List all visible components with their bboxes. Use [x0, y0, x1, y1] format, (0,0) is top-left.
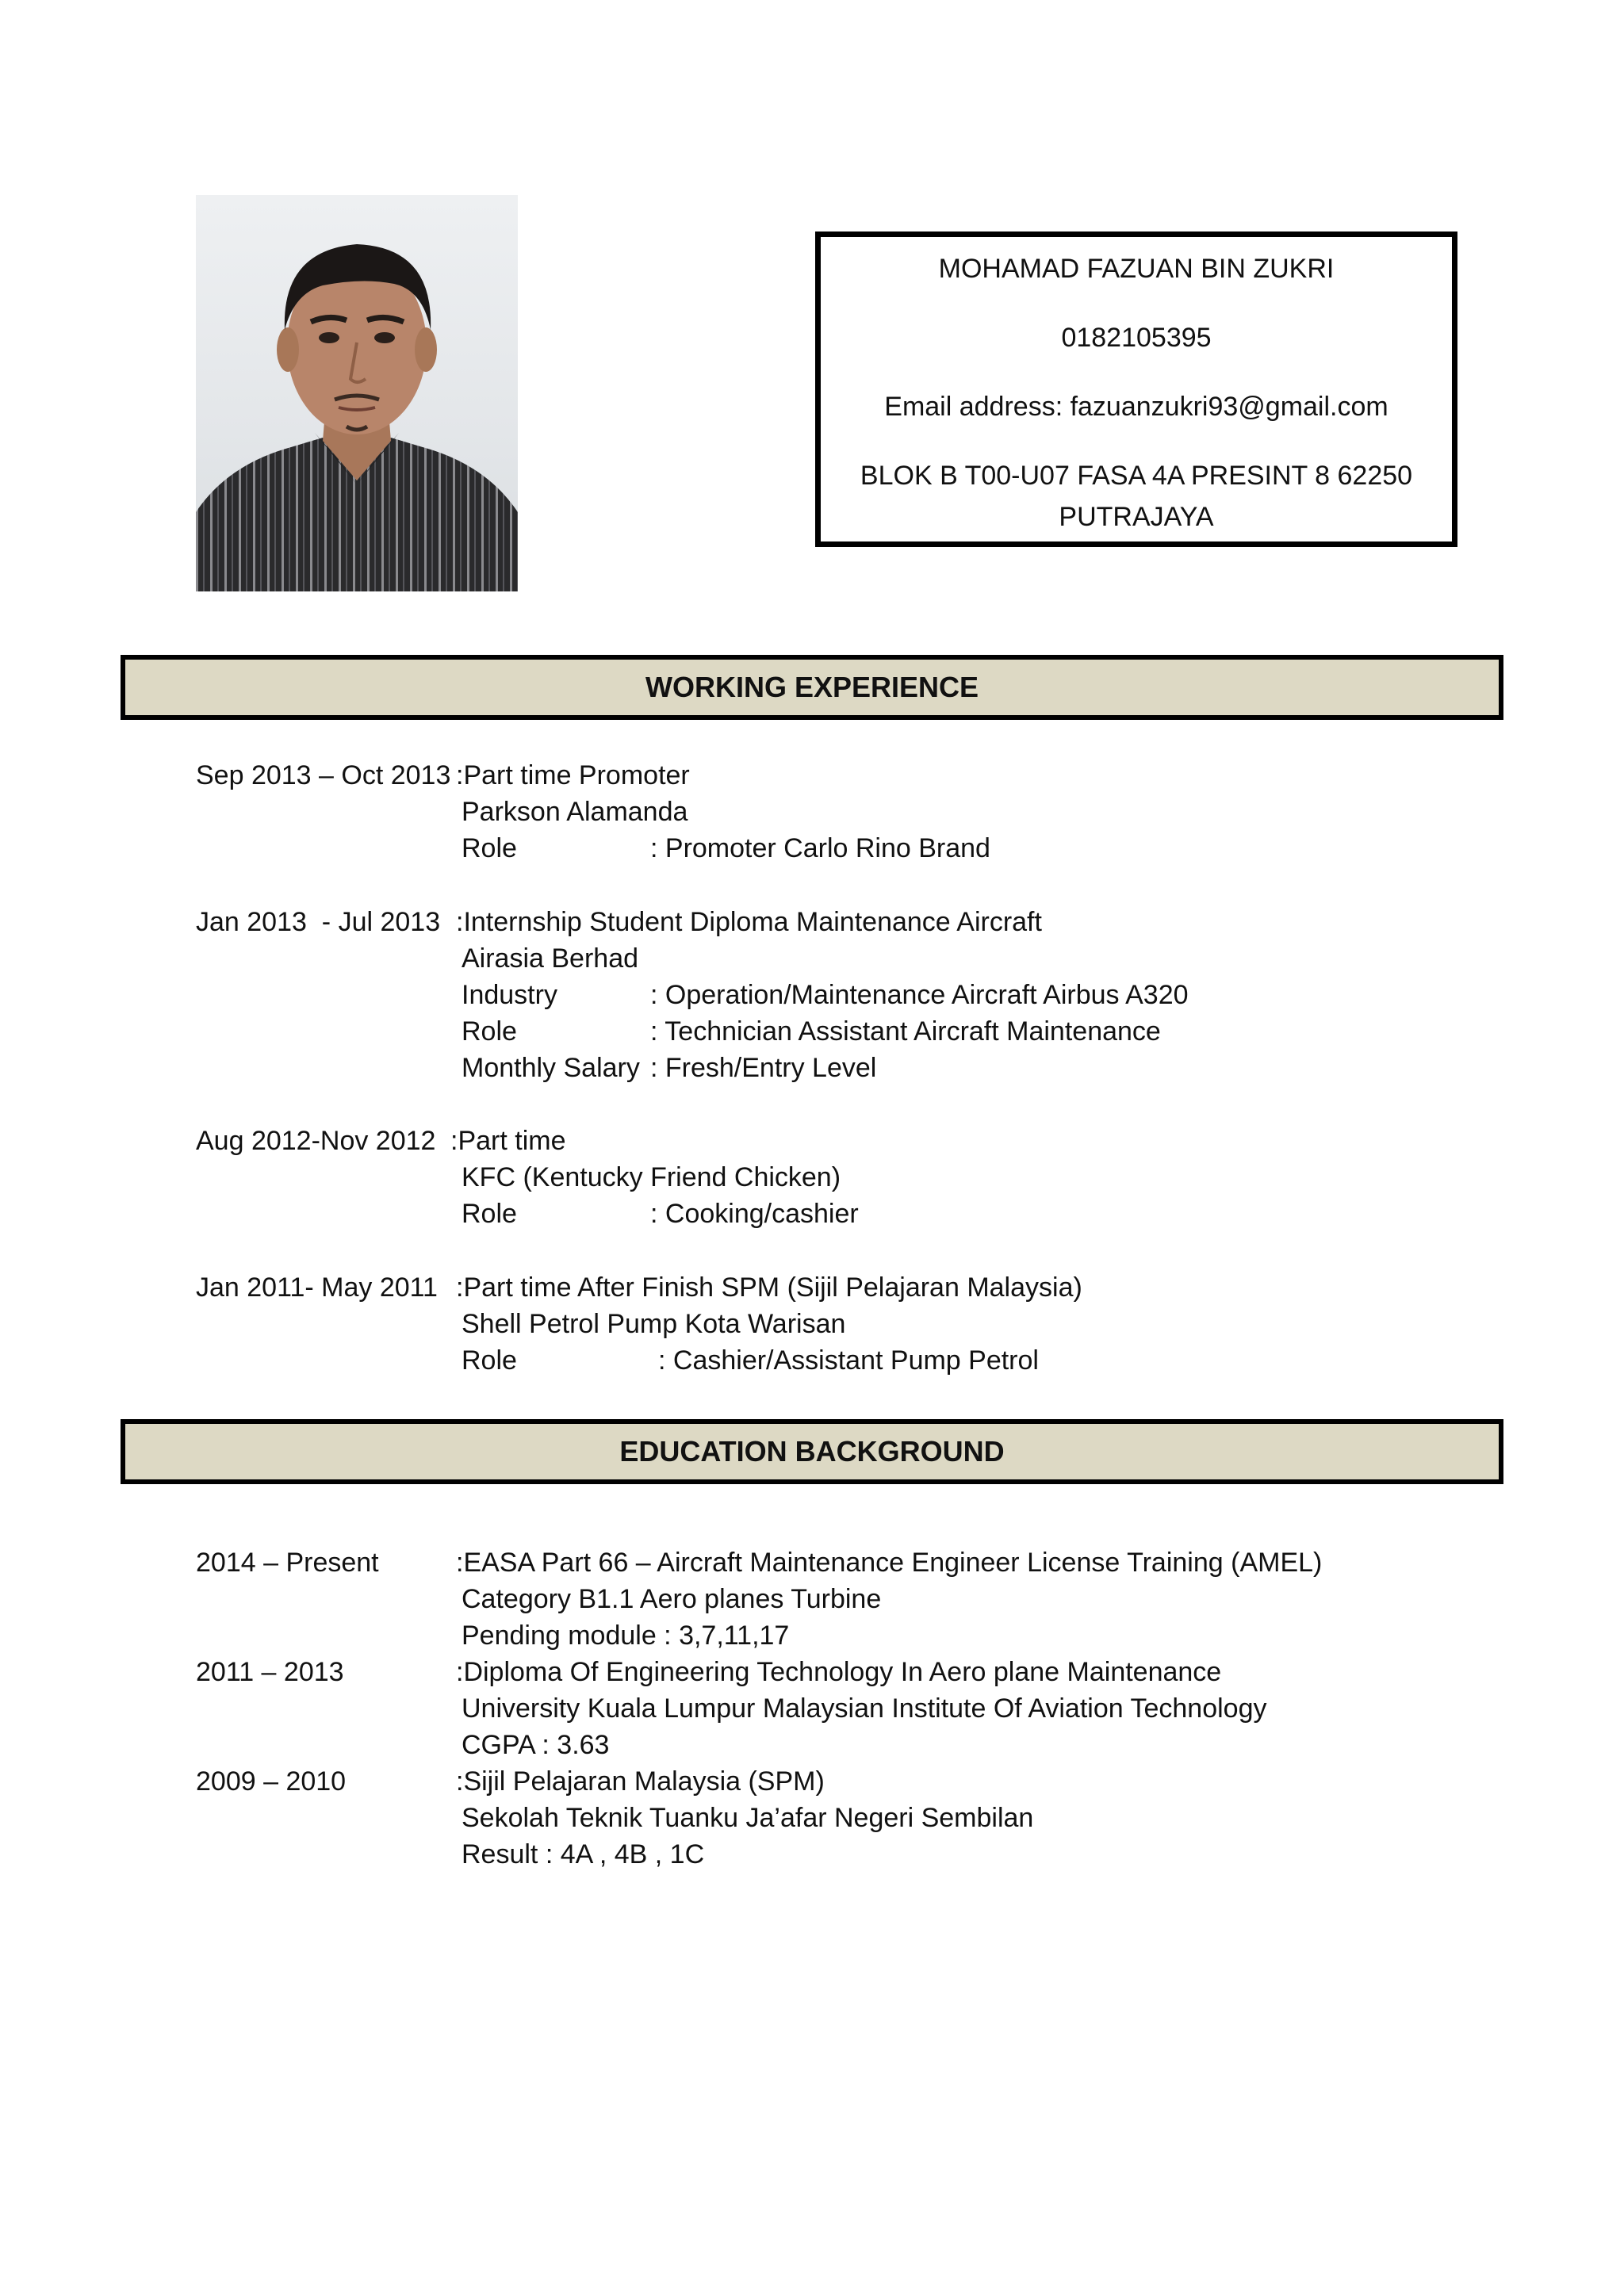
education-background-heading: EDUCATION BACKGROUND [121, 1419, 1503, 1484]
work-title: :Part time Promoter [456, 760, 690, 790]
detail-value: : Cooking/cashier [650, 1199, 859, 1229]
education-line: :Diploma Of Engineering Technology In Aero plane Maintenance [456, 1657, 1222, 1687]
detail-label: Industry [462, 980, 557, 1010]
education-line: :Sijil Pelajaran Malaysia (SPM) [456, 1766, 825, 1797]
work-employer: Shell Petrol Pump Kota Warisan [462, 1309, 846, 1339]
work-employer: KFC (Kentucky Friend Chicken) [462, 1162, 841, 1192]
work-date: Jan 2013 - Jul 2013 [196, 907, 441, 937]
detail-value: : Cashier/Assistant Pump Petrol [658, 1345, 1039, 1376]
education-line: :EASA Part 66 – Aircraft Maintenance Engineer License Training (AMEL) [456, 1548, 1323, 1578]
profile-photo [196, 195, 518, 591]
education-line: University Kuala Lumpur Malaysian Institute Of Aviation Technology [462, 1693, 1267, 1724]
detail-value: : Promoter Carlo Rino Brand [650, 833, 990, 863]
work-title: :Part time [450, 1126, 566, 1156]
detail-value: : Technician Assistant Aircraft Maintenance [650, 1016, 1161, 1047]
detail-value: : Operation/Maintenance Aircraft Airbus A320 [650, 980, 1189, 1010]
work-title: :Internship Student Diploma Maintenance Aircraft [456, 907, 1042, 937]
working-experience-heading: WORKING EXPERIENCE [121, 655, 1503, 720]
phone-number: 0182105395 [1061, 323, 1212, 353]
work-date: Jan 2011- May 2011 [196, 1272, 438, 1303]
full-name: MOHAMAD FAZUAN BIN ZUKRI [938, 254, 1335, 284]
detail-label: Monthly Salary [462, 1053, 640, 1083]
education-line: CGPA : 3.63 [462, 1730, 610, 1760]
home-address: BLOK B T00-U07 FASA 4A PRESINT 8 62250 PUTRAJAYA [860, 461, 1413, 532]
education-date: 2014 – Present [196, 1548, 379, 1578]
work-employer: Airasia Berhad [462, 943, 639, 974]
detail-label: Role [462, 1199, 517, 1229]
work-title: :Part time After Finish SPM (Sijil Pelajaran Malaysia) [456, 1272, 1082, 1303]
detail-value: : Fresh/Entry Level [650, 1053, 877, 1083]
detail-label: Role [462, 833, 517, 863]
work-date: Aug 2012-Nov 2012 [196, 1126, 436, 1156]
detail-label: Role [462, 1345, 517, 1376]
education-line: Result : 4A , 4B , 1C [462, 1839, 705, 1869]
email-address: Email address: fazuanzukri93@gmail.com [884, 392, 1388, 422]
work-date: Sep 2013 – Oct 2013 [196, 760, 451, 790]
detail-label: Role [462, 1016, 517, 1047]
education-line: Category B1.1 Aero planes Turbine [462, 1584, 882, 1614]
contact-box [815, 232, 1457, 547]
education-date: 2011 – 2013 [196, 1657, 344, 1687]
education-line: Pending module : 3,7,11,17 [462, 1621, 790, 1651]
person-portrait-icon [196, 195, 518, 591]
education-line: Sekolah Teknik Tuanku Ja’afar Negeri Sembilan [462, 1803, 1034, 1833]
work-employer: Parkson Alamanda [462, 797, 688, 827]
education-date: 2009 – 2010 [196, 1766, 347, 1797]
